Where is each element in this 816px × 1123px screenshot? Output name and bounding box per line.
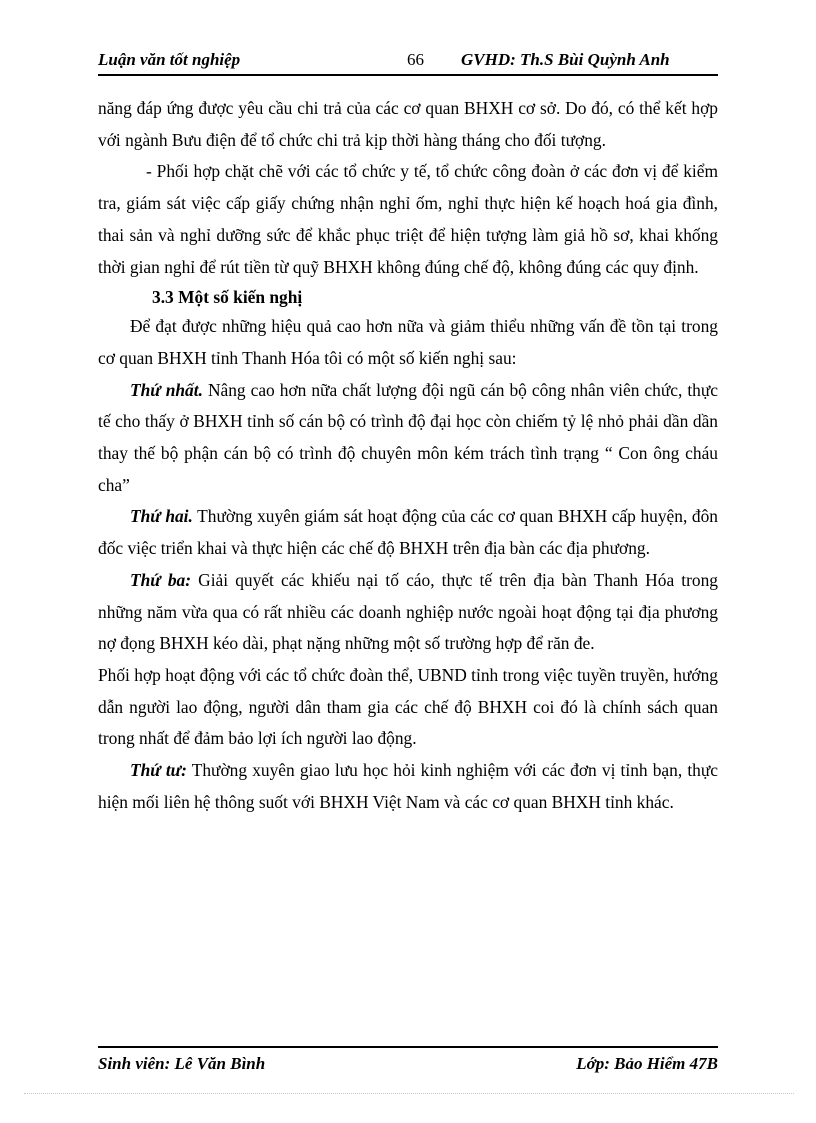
item-text: Nâng cao hơn nữa chất lượng đội ngũ cán bộ công nhân viên chức, thực tế cho thấy ở BHXH tỉnh số cán bộ có trình độ đại học còn chiếm tỷ lệ nhỏ phải dần dần thay thế bộ phận cán bộ có trình độ chuyên môn kém trách tình trạng “ Con ông cháu cha” [98,379,718,495]
item-label: Thứ ba: [130,569,192,590]
paragraph: năng đáp ứng được yêu cầu chi trả của các cơ quan BHXH cơ sở. Do đó, có thể kết hợp với ngành Bưu điện để tổ chức chi trả kịp thời hàng tháng cho đối tượng. [98,98,718,150]
page-edge-divider [24,1093,794,1094]
item-label: Thứ nhất. [130,379,203,400]
section-heading: 3.3 Một số kiến nghị [152,287,303,308]
supervisor: GVHD: Th.S Bùi Quỳnh Anh [461,50,670,69]
page-number: 66 [407,50,424,69]
paragraph: Phối hợp hoạt động với các tổ chức đoàn thể, UBND tỉnh trong việc tuyền truyền, hướng dẫn người lao động, người dân tham gia các chế độ BHXH coi đó là chính sách quan trong nhất để đảm bảo lợi ích người lao động. [98,664,718,749]
paragraph [98,375,718,502]
page-footer [98,1046,718,1073]
item-text: Giải quyết các khiếu nại tố cáo, thực tế trên địa bàn Thanh Hóa trong những năm vừa qua có rất nhiều các doanh nghiệp nước ngoài hoạt động tại địa phương nợ đọng BHXH kéo dài, phạt nặng những một số trường hợp để răn đe. [98,569,718,654]
paragraph: Để đạt được những hiệu quả cao hơn nữa và giảm thiểu những vấn đề tồn tại trong cơ quan BHXH tỉnh Thanh Hóa tôi có một số kiến nghị sau: [98,316,718,368]
page-header [98,50,718,76]
main-content [98,93,718,818]
paragraph [98,565,718,660]
item-text: Thường xuyên giao lưu học hỏi kinh nghiệm với các đơn vị tỉnh bạn, thực hiện mối liên hệ thông suốt với BHXH Việt Nam và các cơ quan BHXH tỉnh khác. [98,760,718,812]
item-text: Thường xuyên giám sát hoạt động của các cơ quan BHXH cấp huyện, đôn đốc việc triển khai và thực hiện các chế độ BHXH trên địa bàn các địa phương. [98,506,718,559]
paragraph [98,501,718,564]
class-name: Lớp: Bảo Hiểm 47B [576,1054,718,1073]
item-label: Thứ hai. [130,506,193,527]
student-name: Sinh viên: Lê Văn Bình [98,1054,266,1073]
item-label: Thứ tư: [130,760,187,781]
paragraph: - Phối hợp chặt chẽ với các tổ chức y tế, tổ chức công đoàn ở các đơn vị để kiểm tra, giám sát việc cấp giấy chứng nhận nghỉ ốm, nghỉ thực hiện kế hoạch hoá gia đình, thai sản và nghỉ dưỡng sức để khắc phục triệt để hiện tượng làm giả hồ sơ, khai khống thời gian nghỉ để rút tiền từ quỹ BHXH không đúng chế độ, không đúng các quy định. [98,161,718,277]
paragraph [98,755,718,818]
thesis-title: Luận văn tốt nghiệp [98,50,241,69]
